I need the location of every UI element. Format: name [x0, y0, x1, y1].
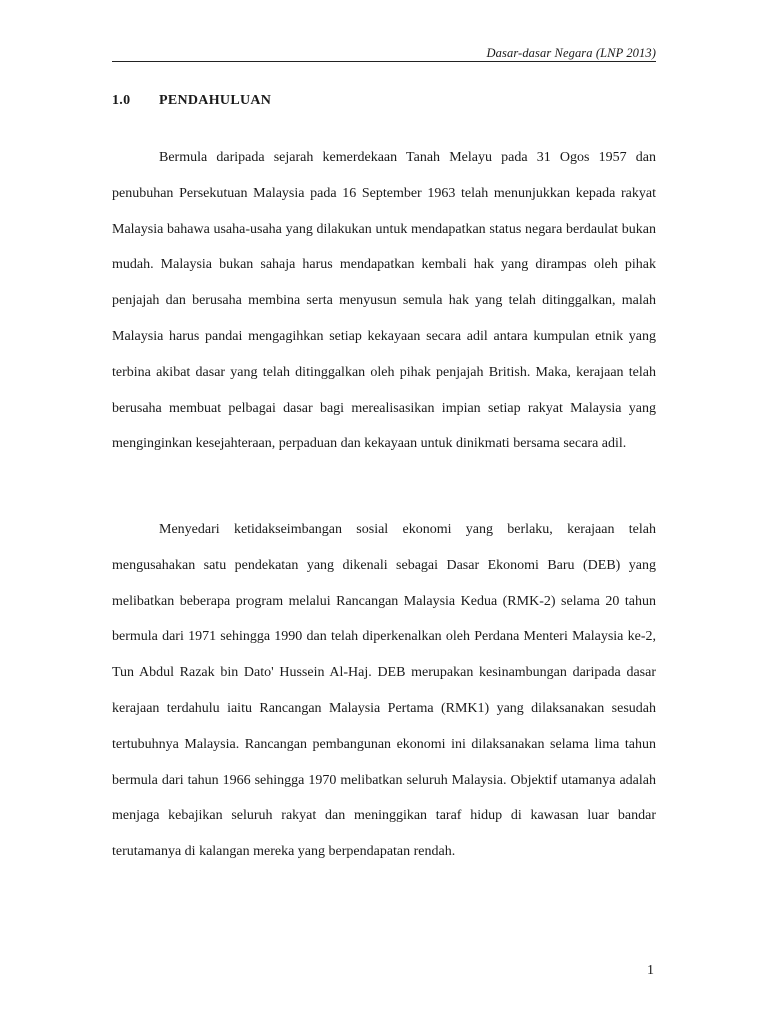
- paragraph-2: Menyedari ketidakseimbangan sosial ekonomi yang berlaku, kerajaan telah mengusahakan satu pendekatan yang dikenali sebagai Dasar Ekonomi Baru (DEB) yang melibatkan beberapa program melalui Rancangan Malaysia Kedua (RMK-2) selama 20 tahun bermula dari 1971 sehingga 1990 dan telah diperkenalkan oleh Perdana Menteri Malaysia ke-2, Tun Abdul Razak bin Dato' Hussein Al-Haj. DEB merupakan kesinambungan daripada dasar kerajaan terdahulu iaitu Rancangan Malaysia Pertama (RMK1) yang dilaksanakan sesudah tertubuhnya Malaysia. Rancangan pembangunan ekonomi ini dilaksanakan selama lima tahun bermula dari tahun 1966 sehingga 1970 melibatkan seluruh Malaysia. Objektif utamanya adalah menjaga kebajikan seluruh rakyat dan meninggikan taraf hidup di kawasan luar bandar terutamanya di kalangan mereka yang berpendapatan rendah.: [112, 522, 656, 860]
- running-header: Dasar-dasar Negara (LNP 2013): [486, 46, 656, 60]
- section-title: PENDAHULUAN: [159, 93, 272, 108]
- page-number: 1: [647, 963, 654, 978]
- paragraph-1: Bermula daripada sejarah kemerdekaan Tanah Melayu pada 31 Ogos 1957 dan penubuhan Persekutuan Malaysia pada 16 September 1963 telah menunjukkan kepada rakyat Malaysia bahawa usaha-usaha yang dilakukan untuk mendapatkan status negara berdaulat bukan mudah. Malaysia bukan sahaja harus mendapatkan kembali hak yang dirampas oleh pihak penjajah dan berusaha membina serta menyusun semula hak yang telah ditinggalkan, malah Malaysia harus pandai mengagihkan setiap kekayaan secara adil antara kumpulan etnik yang terbina akibat dasar yang telah ditinggalkan oleh pihak penjajah British. Maka, kerajaan telah berusaha membuat pelbagai dasar bagi merealisasikan impian setiap rakyat Malaysia yang menginginkan kesejahteraan, perpaduan dan kekayaan untuk dinikmati bersama secara adil.: [112, 150, 656, 452]
- section-heading: [112, 93, 271, 109]
- header-rule: [112, 61, 656, 62]
- section-number: 1.0: [112, 93, 131, 108]
